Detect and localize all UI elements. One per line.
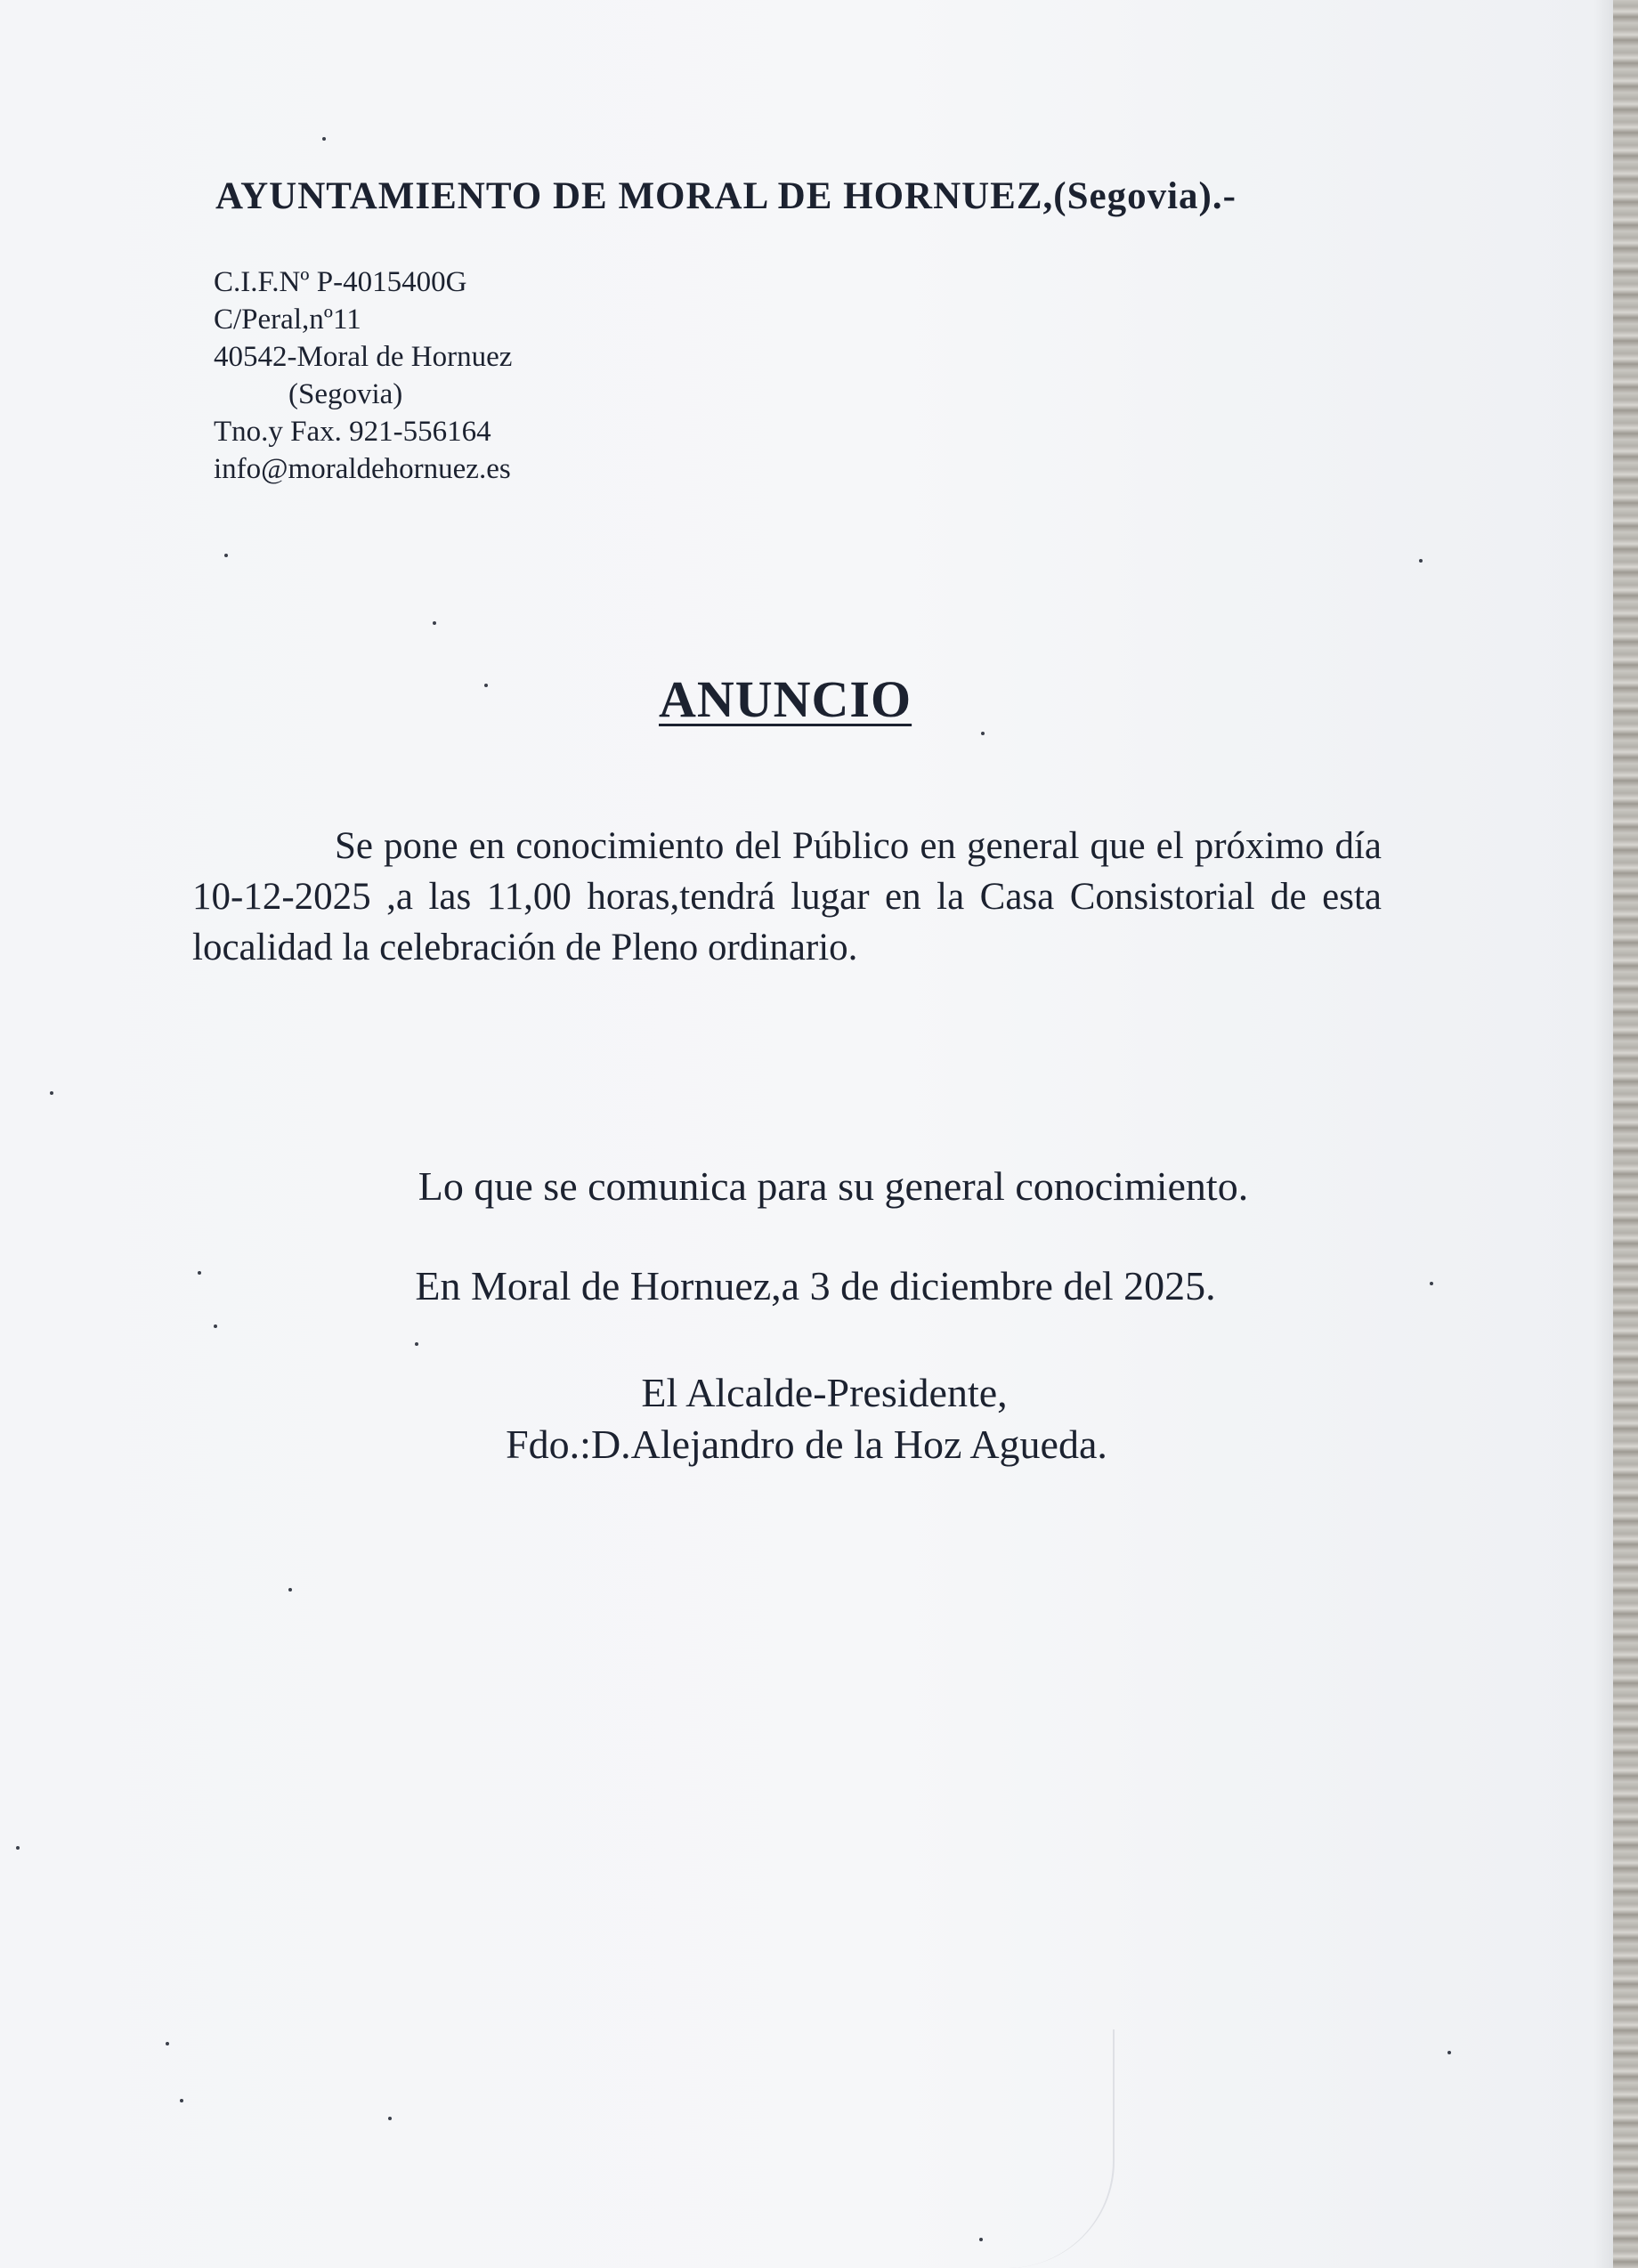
- paper-speck: [322, 137, 326, 141]
- notice-heading: ANUNCIO: [659, 670, 912, 728]
- paper-speck: [1430, 1282, 1433, 1285]
- email-line: info@moraldehornuez.es: [214, 453, 511, 485]
- paper-speck: [224, 554, 228, 557]
- place-date-line: En Moral de Hornuez,a 3 de diciembre del 2025.: [415, 1263, 1216, 1308]
- street-line: C/Peral,nº11: [214, 304, 361, 336]
- phone-fax-line: Tno.y Fax. 921-556164: [214, 416, 491, 448]
- paper-speck: [484, 684, 488, 687]
- paper-speck: [415, 1342, 418, 1346]
- signer-title: El Alcalde-Presidente,: [641, 1370, 1008, 1415]
- address-block: [214, 263, 512, 488]
- paper-speck: [979, 2238, 983, 2241]
- postal-town-line: 40542-Moral de Hornuez: [214, 341, 513, 373]
- paper-speck: [16, 1846, 20, 1850]
- notice-body: Se pone en conocimiento del Público en general que el próximo día 10-12-2025 ,a las 11,00 horas,tendrá lugar en la Casa Consistorial de esta localidad la celebración de Pleno ordinario.: [192, 825, 1382, 968]
- paper-speck: [214, 1324, 217, 1328]
- municipality-title: AYUNTAMIENTO DE MORAL DE HORNUEZ,(Segovia).-: [215, 175, 1237, 217]
- paper-speck: [180, 2099, 183, 2102]
- paper-speck: [288, 1588, 292, 1592]
- paper-speck: [50, 1091, 53, 1095]
- paper-speck: [981, 732, 985, 735]
- paper-speck: [1447, 2051, 1451, 2054]
- paper-speck: [433, 621, 436, 625]
- paper-speck: [198, 1271, 201, 1275]
- province-line: (Segovia): [288, 378, 403, 410]
- sheet-edge-shadow: [1593, 0, 1613, 2268]
- cif-line: C.I.F.Nº P-4015400G: [214, 266, 467, 298]
- signer-name: Fdo.:D.Alejandro de la Hoz Agueda.: [506, 1422, 1107, 1467]
- communication-line: Lo que se comunica para su general conocimiento.: [418, 1163, 1249, 1209]
- paper-speck: [1419, 559, 1423, 563]
- paper-speck: [388, 2117, 392, 2120]
- table-edge: [1613, 0, 1638, 2268]
- paper-speck: [166, 2042, 169, 2045]
